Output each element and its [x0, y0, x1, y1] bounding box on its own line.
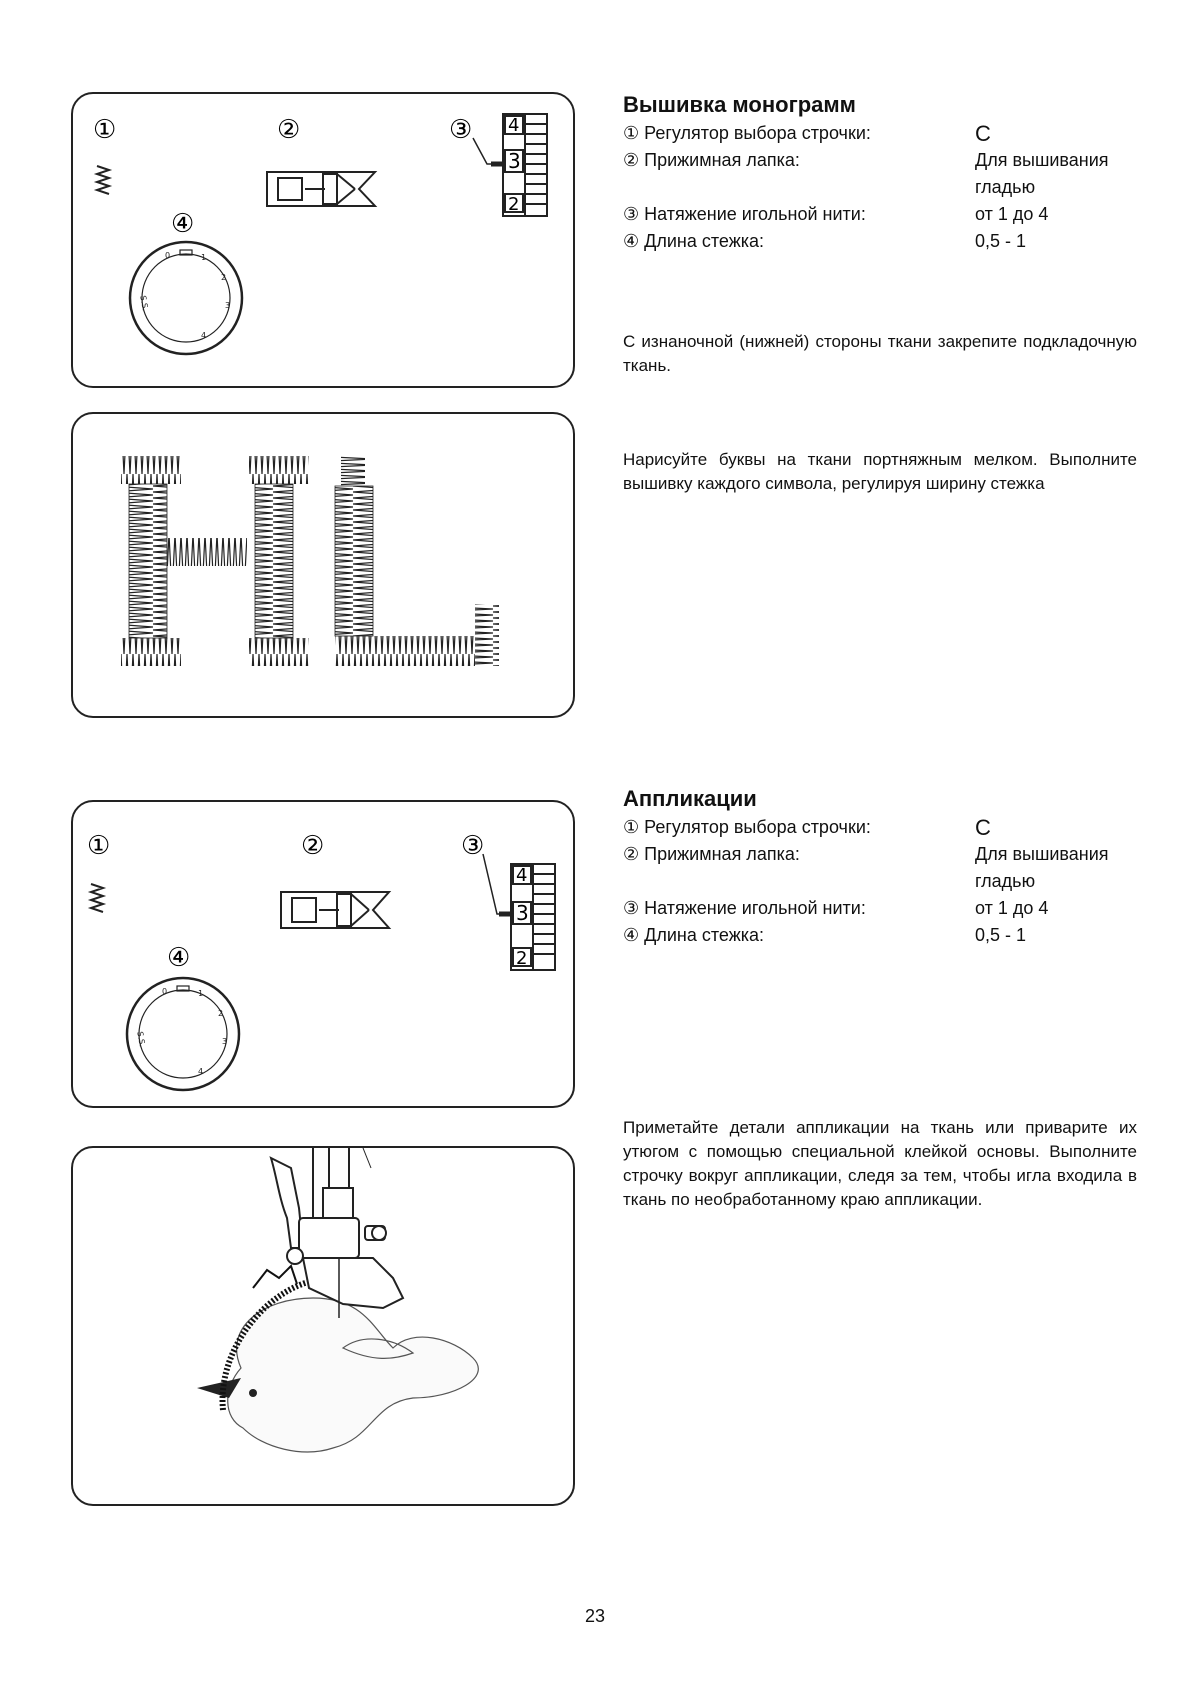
dial-label-2: 2: [218, 1009, 224, 1018]
bird-applique: [228, 1298, 479, 1452]
settings-panel-monogram: [71, 92, 575, 388]
applique-sewing-drawing: [73, 1148, 577, 1508]
tension-label-2: 2: [508, 194, 520, 215]
spec-value: от 1 до 4: [975, 898, 1049, 918]
dial-label-4: 4: [201, 331, 207, 340]
monogram-hl-drawing: [73, 414, 577, 720]
satin-foot-icon: [281, 892, 389, 928]
tension-label-2: 2: [516, 948, 528, 969]
marker-4: ④: [167, 943, 191, 973]
dial-label-ss: S.S.: [135, 1030, 147, 1048]
letter-h: [121, 456, 309, 666]
marker-2: ②: [277, 115, 301, 145]
settings-panel-applique: [71, 800, 575, 1108]
marker-1: ①: [87, 831, 111, 861]
marker-3: ③: [449, 115, 473, 145]
marker-4: ④: [171, 209, 195, 239]
spec-value: Для вышивания гладью: [975, 844, 1109, 891]
tension-label-3: 3: [508, 149, 521, 173]
spec-row: [623, 895, 1143, 922]
paragraph-applique-instructions: Приметайте детали аппликации на ткань или приварите их утюгом с помощью специальной клейкой основы. Выполните строчку вокруг аппликации, следя за тем, чтобы игла входила в ткань по необработанному краю аппликации.: [623, 1118, 1137, 1209]
dial-label-3: 3: [225, 301, 231, 310]
spec-label: ④ Длина стежка:: [623, 925, 765, 945]
spec-label: ③ Натяжение игольной нити:: [623, 898, 866, 918]
dial-label-3: 3: [222, 1037, 228, 1046]
letter-l: [335, 456, 499, 666]
spec-value: 0,5 - 1: [975, 925, 1027, 945]
applique-illustration-panel: [71, 1146, 575, 1506]
monogram-illustration-panel: [71, 412, 575, 718]
tension-label-3: 3: [516, 901, 529, 925]
page-number: 23: [584, 1606, 606, 1626]
spec-row: [623, 922, 1143, 949]
dial-label-2: 2: [221, 273, 227, 282]
marker-2: ②: [301, 831, 325, 861]
spec-value: C: [975, 121, 991, 146]
section-title-applique: Аппликации: [623, 786, 757, 811]
satin-stitch-icon: [97, 166, 109, 194]
section-title-monogram: Вышивка монограмм: [623, 92, 856, 117]
spec-row: [623, 814, 1143, 841]
paragraph-stabilizer: С изнаночной (нижней) стороны ткани закрепите подкладочную ткань.: [623, 332, 1137, 375]
tension-label-4: 4: [508, 115, 520, 136]
dial-label-0: 0: [165, 251, 171, 260]
spec-row: [623, 120, 1143, 147]
spec-label: ② Прижимная лапка:: [623, 150, 800, 170]
spec-row: [623, 841, 1143, 895]
spec-label: ② Прижимная лапка:: [623, 844, 800, 864]
dial-label-1: 1: [198, 989, 204, 998]
spec-value: Для вышивания гладью: [975, 150, 1109, 197]
spec-label: ④ Длина стежка:: [623, 231, 765, 251]
marker-3: ③: [461, 831, 485, 861]
dial-label-0: 0: [162, 987, 168, 996]
spec-label: ① Регулятор выбора строчки:: [623, 817, 871, 837]
spec-label: ① Регулятор выбора строчки:: [623, 123, 871, 143]
spec-value: от 1 до 4: [975, 204, 1049, 224]
satin-foot-icon: [267, 172, 375, 206]
spec-row: [623, 201, 1143, 228]
dial-label-ss: S.S.: [138, 294, 150, 312]
dial-label-1: 1: [201, 253, 207, 262]
spec-list-monogram: [623, 120, 1143, 255]
dial-label-4: 4: [198, 1067, 204, 1076]
spec-label: ③ Натяжение игольной нити:: [623, 204, 866, 224]
paragraph-draw-letters: Нарисуйте буквы на ткани портняжным мелком. Выполните вышивку каждого символа, регулируя ширину стежка: [623, 450, 1137, 493]
marker-1: ①: [93, 115, 117, 145]
tension-label-4: 4: [516, 865, 528, 886]
spec-list-applique: [623, 814, 1143, 949]
satin-stitch-icon: [91, 884, 103, 912]
spec-row: [623, 147, 1143, 201]
spec-value: 0,5 - 1: [975, 231, 1027, 251]
spec-value: C: [975, 815, 991, 840]
spec-row: [623, 228, 1143, 255]
